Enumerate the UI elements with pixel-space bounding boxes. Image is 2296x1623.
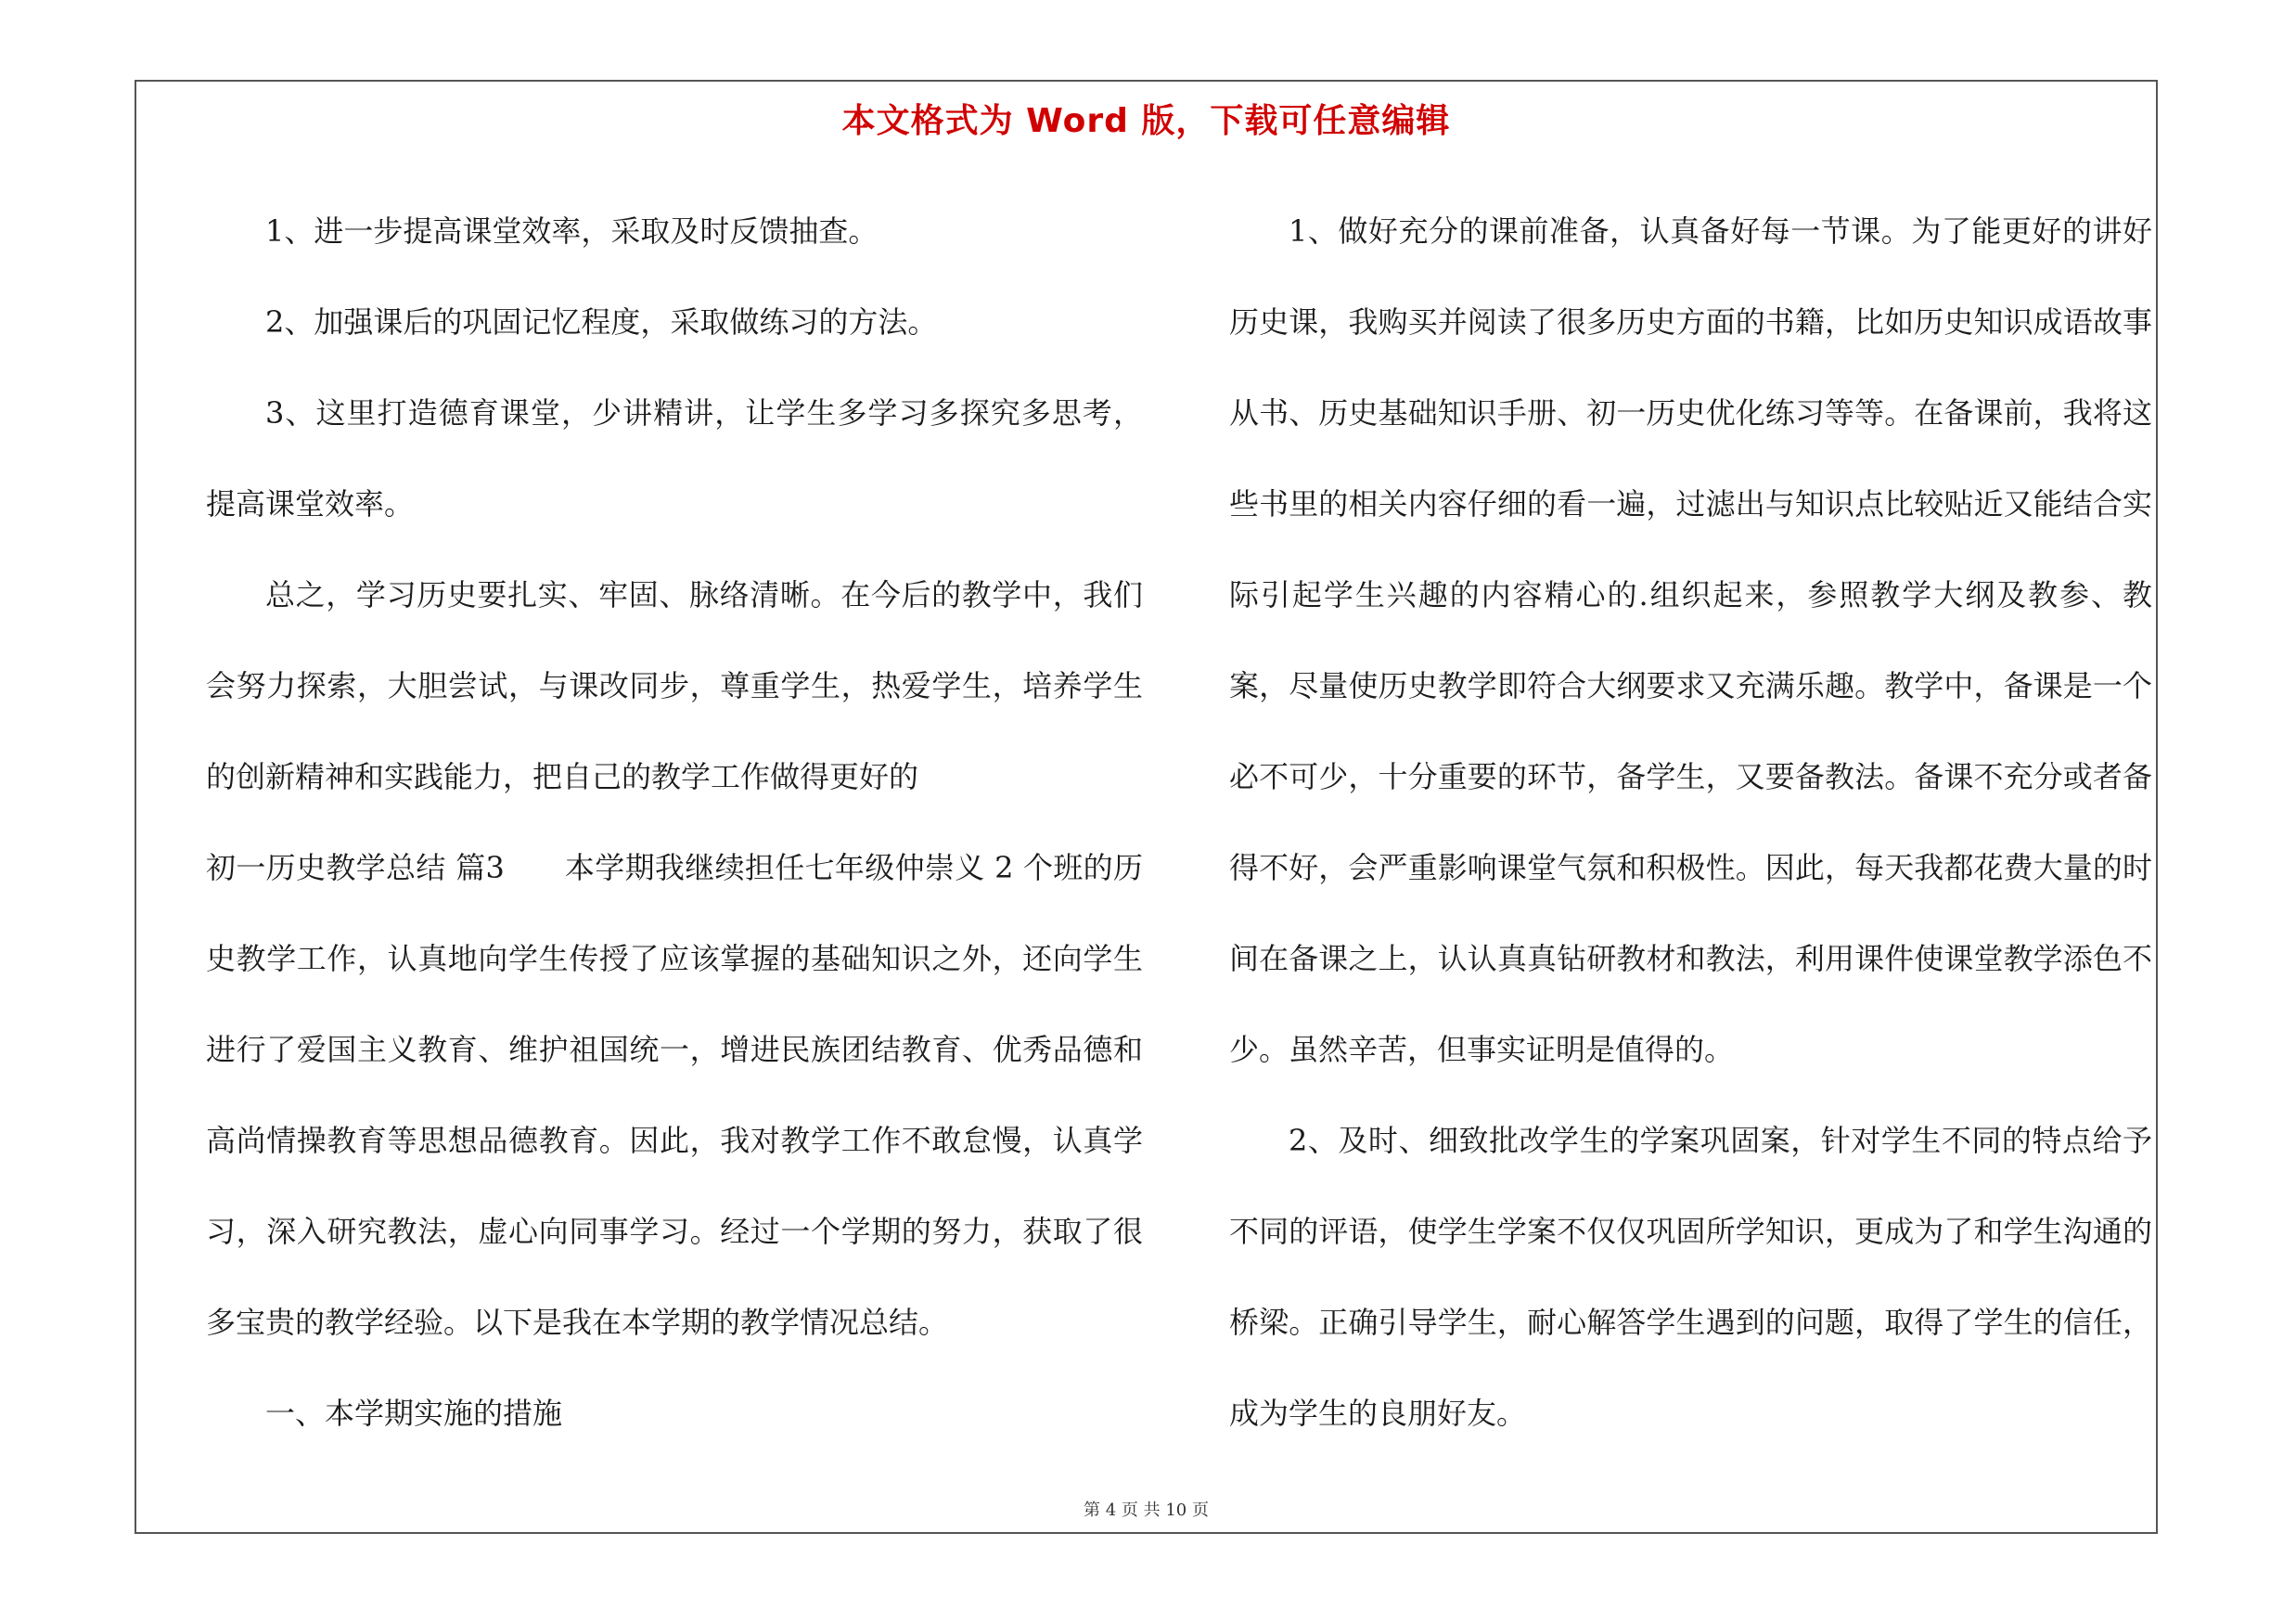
paragraph: 初一历史教学总结 篇3 本学期我继续担任七年级仲崇义 2 个班的历史教学工作，认真地向学生传授了应该掌握的基础知识之外，还向学生进行了爱国主义教育、维护祖国统一，增进民族团结教育、优秀品德和高尚情操教育等思想品德教育。因此，我对教学工作不敢怠慢，认真学习，深入研究教法，虚心向同事学习。经过一个学期的努力，获取了很多宝贵的教学经验。以下是我在本学期的教学情况总结。 <box>206 850 1143 1340</box>
paragraph: 1、进一步提高课堂效率，采取及时反馈抽查。 <box>265 213 879 249</box>
section-heading: 一、本学期实施的措施 <box>265 1396 563 1431</box>
left-column <box>206 186 1143 1459</box>
format-notice: 本文格式为 Word 版，下载可任意编辑 <box>841 102 1451 140</box>
paragraph: 总之，学习历史要扎实、牢固、脉络清晰。在今后的教学中，我们会努力探索，大胆尝试，与课改同步，尊重学生，热爱学生，培养学生的创新精神和实践能力，把自己的教学工作做得更好的 <box>206 577 1143 794</box>
paragraph: 1、做好充分的课前准备，认真备好每一节课。为了能更好的讲好历史课，我购买并阅读了很多历史方面的书籍，比如历史知识成语故事从书、历史基础知识手册、初一历史优化练习等等。在备课前，我将这些书里的相关内容仔细的看一遍，过滤出与知识点比较贴近又能结合实际引起学生兴趣的内容精心的.组织起来，参照教学大纲及教参、教案，尽量使历史教学即符合大纲要求又充满乐趣。教学中，备课是一个必不可少，十分重要的环节，备学生，又要备教法。备课不充分或者备得不好，会严重影响课堂气氛和积极性。因此，每天我都花费大量的时间在备课之上，认认真真钻研教材和教法，利用课件使课堂教学添色不少。虽然辛苦，但事实证明是值得的。 <box>1229 213 2152 1067</box>
document-page <box>135 80 2158 1534</box>
right-column <box>1229 186 2152 1459</box>
paragraph: 2、及时、细致批改学生的学案巩固案，针对学生不同的特点给予不同的评语，使学生学案不仅仅巩固所学知识，更成为了和学生沟通的桥梁。正确引导学生，耐心解答学生遇到的问题，取得了学生的信任，成为学生的良朋好友。 <box>1229 1123 2152 1431</box>
page-number: 第 4 页 共 10 页 <box>1084 1501 1209 1520</box>
paragraph: 3、这里打造德育课堂，少讲精讲，让学生多学习多探究多思考，提高课堂效率。 <box>206 395 1143 522</box>
paragraph: 2、加强课后的巩固记忆程度，采取做练习的方法。 <box>265 304 938 340</box>
